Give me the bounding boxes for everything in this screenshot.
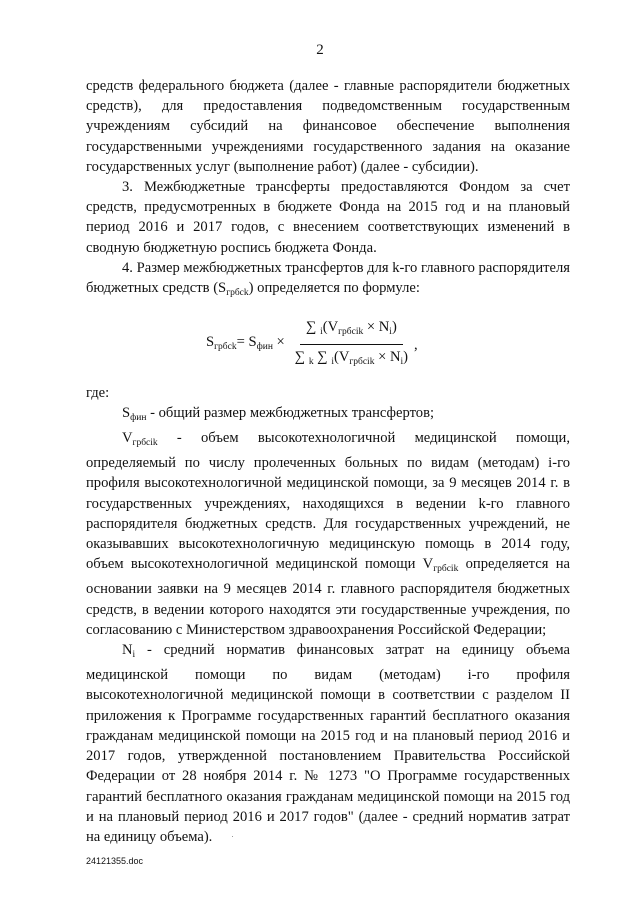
formula-numerator: ∑ $_i(V_{грбсik} \times N_i)$ <box>300 317 403 345</box>
document-body <box>86 76 570 847</box>
formula-sfin: = $S_{фин}$ × <box>236 334 285 353</box>
formula-lhs: $S_{грбсk}$ <box>206 334 237 353</box>
where-label: где: <box>86 384 110 401</box>
formula <box>206 317 570 372</box>
page-number: 2 <box>316 42 324 58</box>
paragraph-item-3: 3. Межбюджетные трансферты предоставляются Фондом за счет средств, предусмотренных в бюджете Фонда на 2015 год и на плановый период 2016 и 2017 годов, с внесением соответствующих изменений в сводную бюджетную роспись бюджета Фонда. <box>86 179 570 256</box>
definition-n: $N_i$ - средний норматив финансовых затрат на единицу объема медицинской помощи по видам (методам) i-го профиля высокотехнологичной медицинской помощи в соответствии с разделом II приложения к Программе государственных гарантий бесплатного оказания гражданам медицинской помощи на 2015 год и на плановый период 2016 и 2017 годов, утвержденной постановлением Правительства Российской Федерации от 28 ноября 2014 г. № 1273 "О Программе государственных гарантий бесплатного оказания гражданам медицинской помощи на 2015 год и на плановый период 2016 и 2017 годов" (далее - средний норматив затрат на единицу объема). <box>86 642 570 845</box>
formula-fraction <box>289 317 414 372</box>
formula-denominator: ∑ $_k$ ∑ $_i(V_{грбсik} \times N_i)$ <box>294 349 409 368</box>
paragraph-continuation: средств федерального бюджета (далее - главные распорядители бюджетных средств), для предоставления подведомственным государственным учреждениям субсидий на финансовое обеспечение выполнения государственными учреждениями государственного задания на оказание государственных услуг (выполнение работ) (далее - субсидии). <box>86 78 570 175</box>
footer-filename: 24121355.doc <box>86 856 144 866</box>
definition-v: $V_{грбсik}$ - объем высокотехнологичной медицинской помощи, определяемый по числу пролеченных больных по видам (методам) i-го профиля высокотехнологичной медицинской помощи, за 9 месяцев 2014 г. в государственных учреждениях, находящихся в ведении k-го главного распорядителя бюджетных средств. Для государственных учреждений, не оказывавших высокотехнологичную медицинскую помощь в 2014 году, объем высокотехнологичной медицинской помощи $V_{грбсik}$ определяется на основании заявки на 9 месяцев 2014 г. главного распорядителя бюджетных средств, в ведении которого находятся эти государственные учреждения, по согласованию с Министерством здравоохранения Российской Федерации; <box>86 430 570 638</box>
definition-sfin: $S_{фин}$ - общий размер межбюджетных трансфертов; <box>122 404 435 423</box>
paragraph-item-4 <box>86 258 570 303</box>
item-4-text-end: ) определяется по формуле: <box>248 280 420 297</box>
item-4-text: 4. Размер межбюджетных трансфертов для k-го главного распорядителя бюджетных средств (S <box>86 259 570 297</box>
formula-comma: , <box>414 336 418 353</box>
item-4-subscript: грбсk <box>226 288 249 299</box>
scan-speck <box>232 836 233 837</box>
